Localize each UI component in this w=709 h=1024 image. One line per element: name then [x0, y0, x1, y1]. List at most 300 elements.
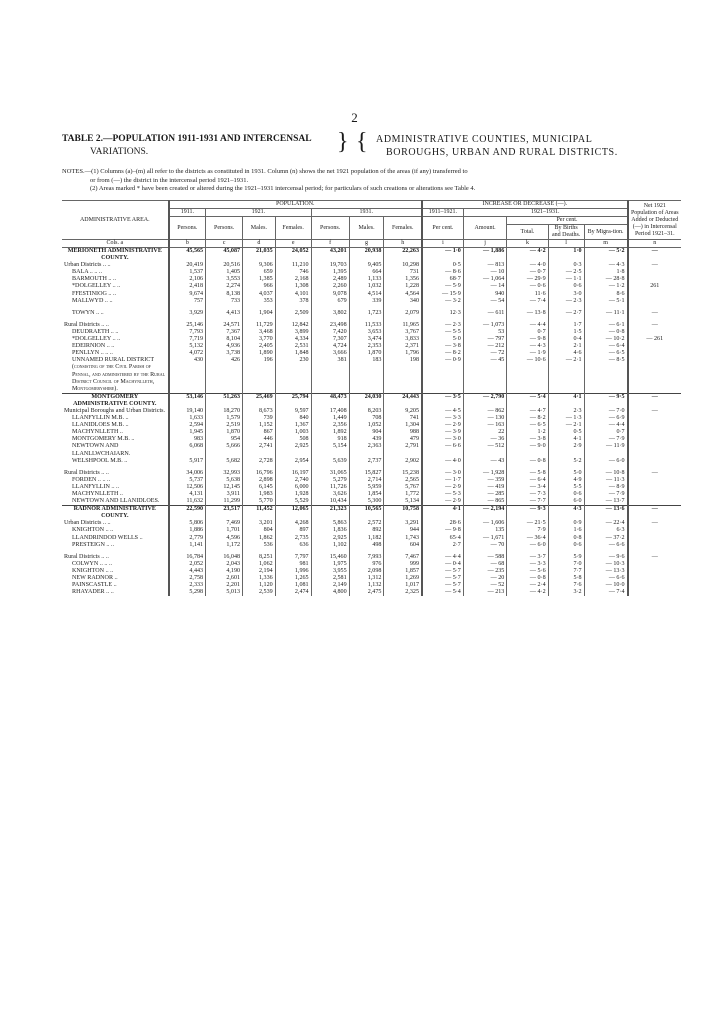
county-row — [62, 506, 681, 520]
cell-col-i: — 0·4 — [422, 561, 463, 568]
cell-col-m: 8·6 — [584, 291, 628, 298]
cell-col-k: — 0·6 — [507, 283, 548, 290]
range-1921-1931-header: 1921–1931. — [463, 209, 627, 217]
table-row — [62, 561, 681, 568]
cell-col-h: 3,833 — [384, 336, 422, 343]
cell-col-c: 5,013 — [206, 589, 243, 596]
cell-col-f: 2,925 — [311, 535, 349, 542]
cell-col-f: 2,356 — [311, 422, 349, 429]
cell-col-i: — 2·3 — [422, 322, 463, 329]
cell-col-f: 7,307 — [311, 336, 349, 343]
cell-col-m: — 10·2 — [584, 336, 628, 343]
cell-col-c: 4,596 — [206, 535, 243, 542]
cell-col-j: — 68 — [463, 561, 507, 568]
cell-col-c: 5,666 — [206, 443, 243, 457]
cell-col-d: 1,062 — [243, 561, 276, 568]
table-title — [62, 133, 312, 159]
cell-col-c: 32,993 — [206, 470, 243, 477]
cell-col-l: 0·6 — [548, 542, 584, 549]
cell-col-g: 1,854 — [349, 491, 384, 498]
cell-col-e: 378 — [275, 298, 311, 305]
cell-col-f: 3,955 — [311, 568, 349, 575]
cell-col-d: 1,983 — [243, 491, 276, 498]
cell-col-h: 9,205 — [384, 408, 422, 415]
cell-col-f: 3,666 — [311, 350, 349, 357]
cell-col-g: 2,572 — [349, 520, 384, 527]
area-name: MONTGOMERY M.B. .. — [62, 436, 169, 443]
cell-col-k: — 5·8 — [507, 470, 548, 477]
males-1921-header: Males. — [243, 217, 276, 240]
cell-col-j: — 235 — [463, 568, 507, 575]
cell-col-b: 2,758 — [169, 575, 206, 582]
cell-col-k: — 4·2 — [507, 248, 548, 263]
cell-col-f: 381 — [311, 357, 349, 393]
area-name: PRESTEIGN .. .. — [62, 542, 169, 549]
cell-col-k: — 3·8 — [507, 436, 548, 443]
cell-col-h: 604 — [384, 542, 422, 549]
cell-col-h: 10,298 — [384, 262, 422, 269]
cell-col-b: 9,674 — [169, 291, 206, 298]
cell-col-c: 733 — [206, 298, 243, 305]
cell-col-c: 4,190 — [206, 568, 243, 575]
table-body — [62, 248, 681, 597]
cell-col-m: — 6·9 — [584, 415, 628, 422]
cell-col-g: 1,052 — [349, 422, 384, 429]
table-row — [62, 283, 681, 290]
cell-col-m: — 7·9 — [584, 491, 628, 498]
area-name: NEW RADNOR .. — [62, 575, 169, 582]
cell-col-c: 2,274 — [206, 283, 243, 290]
cell-col-d: 2,539 — [243, 589, 276, 596]
table-row — [62, 477, 681, 484]
cell-col-h: 10,758 — [384, 506, 422, 520]
cell-col-j: — 14 — [463, 283, 507, 290]
cell-col-d: 739 — [243, 415, 276, 422]
cell-col-i: — 5·7 — [422, 575, 463, 582]
cell-col-n — [628, 298, 681, 305]
cell-col-e: 12,065 — [275, 506, 311, 520]
table-row — [62, 422, 681, 429]
cell-col-b: 430 — [169, 357, 206, 393]
cell-col-j: — 72 — [463, 350, 507, 357]
notes — [62, 168, 682, 194]
cell-col-d: 1,120 — [243, 582, 276, 589]
cell-col-e: 1,265 — [275, 575, 311, 582]
cell-col-n — [628, 422, 681, 429]
cell-col-n — [628, 589, 681, 596]
cell-col-k: — 7·3 — [507, 491, 548, 498]
cell-col-j: — 20 — [463, 575, 507, 582]
cell-col-c: 51,263 — [206, 394, 243, 408]
area-name: DEUDRAETH .. .. — [62, 329, 169, 336]
table-row — [62, 527, 681, 534]
cell-col-b: 1,633 — [169, 415, 206, 422]
cell-col-h: 2,902 — [384, 458, 422, 465]
cell-col-l: 5·8 — [548, 575, 584, 582]
cell-col-m: — 11·1 — [584, 310, 628, 317]
cell-col-n: — — [651, 407, 658, 414]
table-row — [62, 269, 681, 276]
cell-col-g: 1,182 — [349, 535, 384, 542]
cell-col-n — [628, 491, 681, 498]
table-row — [62, 484, 681, 491]
cell-col-i: — 3·9 — [422, 429, 463, 436]
cell-col-b: 2,779 — [169, 535, 206, 542]
cell-col-j: — 1,671 — [463, 535, 507, 542]
cell-col-i: — 2·9 — [422, 422, 463, 429]
cell-col-f: 2,149 — [311, 582, 349, 589]
cell-col-k: — 0·8 — [507, 458, 548, 465]
cell-col-e: 897 — [275, 527, 311, 534]
left-brace: { — [356, 129, 368, 155]
cell-col-d: 8,251 — [243, 554, 276, 561]
cell-col-i: — 0·9 — [422, 357, 463, 393]
cell-col-e: 508 — [275, 436, 311, 443]
cell-col-m: — 0·8 — [584, 329, 628, 336]
cell-col-i: — 1·0 — [422, 248, 463, 263]
cell-col-f: 23,498 — [311, 322, 349, 329]
cell-col-l: 7·0 — [548, 561, 584, 568]
cell-col-e: 12,842 — [275, 322, 311, 329]
cell-col-n: — — [651, 309, 658, 316]
cell-col-e: 1,928 — [275, 491, 311, 498]
cell-col-i: — 2·9 — [422, 498, 463, 506]
cell-col-j: — 54 — [463, 298, 507, 305]
cell-col-l: — 2·3 — [548, 298, 584, 305]
cell-col-d: 966 — [243, 283, 276, 290]
cell-col-c: 2,519 — [206, 422, 243, 429]
area-name: LLANDRINDOD WELLS .. — [62, 535, 169, 542]
cell-col-e: 1,081 — [275, 582, 311, 589]
cell-col-f: 43,201 — [311, 248, 349, 263]
cell-col-b: 45,565 — [169, 248, 206, 263]
cell-col-e: 2,168 — [275, 276, 311, 283]
cell-col-k: — 3·3 — [507, 561, 548, 568]
cell-col-f: 5,154 — [311, 443, 349, 457]
cell-col-f: 4,724 — [311, 343, 349, 350]
cell-col-g: 2,363 — [349, 443, 384, 457]
area-name: FFESTINIOG .. .. — [62, 291, 169, 298]
cell-col-h: 7,467 — [384, 554, 422, 561]
cell-col-g: 1,133 — [349, 276, 384, 283]
cell-col-l: 0·9 — [548, 520, 584, 527]
cell-col-j: — 1,928 — [463, 470, 507, 477]
cell-col-k: — 4·0 — [507, 262, 548, 269]
cell-col-g: 10,565 — [349, 506, 384, 520]
cell-col-e: 9,597 — [275, 408, 311, 415]
area-name: LLANFYLLIN M.B. .. — [62, 415, 169, 422]
cell-col-l: 0·5 — [548, 429, 584, 436]
cell-col-d: 3,201 — [243, 520, 276, 527]
cell-col-i: — 4·5 — [422, 408, 463, 415]
cell-col-e: 5,529 — [275, 498, 311, 506]
area-name: NEWTOWN AND LLANLLWCHAIARN. — [62, 443, 169, 457]
cell-col-d: 2,194 — [243, 568, 276, 575]
cell-col-i: — 5·4 — [422, 589, 463, 596]
table-row — [62, 276, 681, 283]
cell-col-h: 1,304 — [384, 422, 422, 429]
cell-col-h: 1,772 — [384, 491, 422, 498]
cell-col-b: 1,945 — [169, 429, 206, 436]
cell-col-e: 4,268 — [275, 520, 311, 527]
district-group-row — [62, 322, 681, 329]
col-letter-m: m — [584, 240, 628, 248]
area-name: PENLLYN .. .. .. — [62, 350, 169, 357]
cell-col-m: — 4·3 — [584, 262, 628, 269]
cell-col-k: 1·2 — [507, 429, 548, 436]
cell-col-h: 3,767 — [384, 329, 422, 336]
cell-col-f: 1,102 — [311, 542, 349, 549]
cell-col-l: 1·5 — [548, 329, 584, 336]
cell-col-b: 7,793 — [169, 329, 206, 336]
cell-col-m: — 6·6 — [584, 575, 628, 582]
cell-col-k: — 6·5 — [507, 422, 548, 429]
cell-col-d: 196 — [243, 357, 276, 393]
col-letter-j: j — [463, 240, 507, 248]
cell-col-l: 4·9 — [548, 477, 584, 484]
cell-col-k: — 6·0 — [507, 542, 548, 549]
cell-col-e: 2,509 — [275, 310, 311, 317]
table-row — [62, 291, 681, 298]
cell-col-j: — 419 — [463, 484, 507, 491]
cell-col-l: 0·3 — [548, 262, 584, 269]
cell-col-f: 2,489 — [311, 276, 349, 283]
cell-col-m: — 13·3 — [584, 568, 628, 575]
cell-col-k: — 8·2 — [507, 415, 548, 422]
cell-col-f: 19,703 — [311, 262, 349, 269]
cell-col-k: 11·6 — [507, 291, 548, 298]
area-name: BARMOUTH .. .. — [62, 276, 169, 283]
cell-col-j: — 797 — [463, 336, 507, 343]
cell-col-n — [628, 415, 681, 422]
cell-col-l: 5·5 — [548, 484, 584, 491]
cell-col-h: 479 — [384, 436, 422, 443]
cell-col-k: 0·7 — [507, 329, 548, 336]
cell-col-c: 24,571 — [206, 322, 243, 329]
cell-col-l: 7·6 — [548, 582, 584, 589]
cell-col-h: 731 — [384, 269, 422, 276]
cell-col-g: 8,203 — [349, 408, 384, 415]
cell-col-f: 5,279 — [311, 477, 349, 484]
cell-col-i: — 5·5 — [422, 329, 463, 336]
cell-col-h: 2,325 — [384, 589, 422, 596]
cell-col-n: — — [651, 393, 658, 400]
cell-col-f: 15,460 — [311, 554, 349, 561]
cell-col-n: — — [651, 469, 658, 476]
cell-col-g: 5,959 — [349, 484, 384, 491]
cell-col-d: 25,469 — [243, 394, 276, 408]
cell-col-b: 19,140 — [169, 408, 206, 415]
cell-col-i: — 5·9 — [422, 283, 463, 290]
cell-col-i: 0·5 — [422, 262, 463, 269]
cell-col-j: — 45 — [463, 357, 507, 393]
cell-col-j: 53 — [463, 329, 507, 336]
cell-col-b: 2,418 — [169, 283, 206, 290]
cell-col-d: 659 — [243, 269, 276, 276]
cell-col-b: 3,929 — [169, 310, 206, 317]
cell-col-b: 25,146 — [169, 322, 206, 329]
cell-col-f: 5,639 — [311, 458, 349, 465]
cell-col-l: 5·2 — [548, 458, 584, 465]
cell-col-c: 2,201 — [206, 582, 243, 589]
cell-col-m: — 7·4 — [584, 589, 628, 596]
area-name: Rural Districts .. .. — [62, 322, 169, 329]
col-letter-l: l — [548, 240, 584, 248]
table-row — [62, 350, 681, 357]
cell-col-m: — 7·0 — [584, 408, 628, 415]
area-name: RADNOR ADMINISTRATIVE COUNTY. — [62, 506, 169, 520]
cell-col-l: — 2·1 — [548, 422, 584, 429]
migration-header: By Migra-tion. — [584, 225, 628, 240]
cell-col-g: 15,827 — [349, 470, 384, 477]
cell-col-l: 0·8 — [548, 535, 584, 542]
cell-col-d: 3,770 — [243, 336, 276, 343]
table-row — [62, 491, 681, 498]
cell-col-b: 11,632 — [169, 498, 206, 506]
cell-col-e: 6,000 — [275, 484, 311, 491]
area-name: Municipal Boroughs and Urban Districts. — [62, 408, 169, 415]
cell-col-j: — 285 — [463, 491, 507, 498]
cell-col-k: — 0·8 — [507, 575, 548, 582]
cell-col-n — [628, 429, 681, 436]
cell-col-d: 446 — [243, 436, 276, 443]
cell-col-e: 25,794 — [275, 394, 311, 408]
cell-col-k: — 4·2 — [507, 589, 548, 596]
table-row — [62, 429, 681, 436]
cell-col-i: — 5·3 — [422, 491, 463, 498]
table-row — [62, 336, 681, 343]
females-1931-header: Females. — [384, 217, 422, 240]
cell-col-d: 3,468 — [243, 329, 276, 336]
per-cent-header: Per cent. — [422, 217, 463, 240]
cell-col-j: — 1,073 — [463, 322, 507, 329]
cell-col-m: — 11·3 — [584, 477, 628, 484]
cell-col-m: — 7·9 — [584, 436, 628, 443]
cell-col-n — [628, 350, 681, 357]
area-name: *DOLGELLEY .. .. — [62, 283, 169, 290]
note-1: NOTES.—(1) Columns (a)–(m) all refer to the districts as constituted in 1931. Column (n) shows the net 1921 population of the areas (if any) transferred to — [62, 168, 468, 175]
cell-col-n: 261 — [650, 283, 660, 290]
cell-col-c: 4,936 — [206, 343, 243, 350]
cell-col-f: 7,420 — [311, 329, 349, 336]
district-group-row — [62, 520, 681, 527]
cell-col-m: — 37·2 — [584, 535, 628, 542]
cell-col-b: 34,006 — [169, 470, 206, 477]
cell-col-b: 1,537 — [169, 269, 206, 276]
cell-col-g: 2,714 — [349, 477, 384, 484]
cell-col-g: 2,475 — [349, 589, 384, 596]
cell-col-n: — — [651, 321, 658, 328]
cell-col-m: 1·8 — [584, 269, 628, 276]
cell-col-l: 1·6 — [548, 527, 584, 534]
cell-col-n — [628, 458, 681, 465]
cell-col-i: 12·3 — [422, 310, 463, 317]
cell-col-e: 2,740 — [275, 477, 311, 484]
cell-col-h: 5,767 — [384, 484, 422, 491]
cell-col-i: 5·0 — [422, 336, 463, 343]
cell-col-l: 1·0 — [548, 248, 584, 263]
table-row — [62, 589, 681, 596]
cell-col-g: 976 — [349, 561, 384, 568]
table-row — [62, 498, 681, 506]
cell-col-c: 18,270 — [206, 408, 243, 415]
cell-col-l: — 2·5 — [548, 269, 584, 276]
cell-col-e: 840 — [275, 415, 311, 422]
cell-col-h: 1,743 — [384, 535, 422, 542]
table-subject-line-1: ADMINISTRATIVE COUNTIES, MUNICIPAL — [376, 134, 593, 145]
cell-col-j: — 1,064 — [463, 276, 507, 283]
cell-col-m: 0·7 — [584, 429, 628, 436]
cell-col-h: 1,228 — [384, 283, 422, 290]
table-row — [62, 568, 681, 575]
cell-col-i: — 4·4 — [422, 554, 463, 561]
col-letter-c: c — [206, 240, 243, 248]
cell-col-n — [628, 477, 681, 484]
cell-col-i: — 1·7 — [422, 477, 463, 484]
page-number: 2 — [351, 110, 358, 125]
cell-col-i: — 3·0 — [422, 436, 463, 443]
cell-col-e: 24,052 — [275, 248, 311, 263]
cell-col-n — [628, 568, 681, 575]
year-1931-header: 1931. — [311, 209, 422, 217]
cell-col-d: 804 — [243, 527, 276, 534]
cell-col-m: — 9·5 — [584, 394, 628, 408]
table-title-line-2: VARIATIONS. — [90, 147, 149, 157]
cell-col-m: — 8·5 — [584, 357, 628, 393]
cell-col-b: 2,333 — [169, 582, 206, 589]
cell-col-i: — 2·9 — [422, 484, 463, 491]
cell-col-c: 954 — [206, 436, 243, 443]
cell-col-f: 1,449 — [311, 415, 349, 422]
cell-col-c: 16,048 — [206, 554, 243, 561]
cell-col-b: 12,506 — [169, 484, 206, 491]
cell-col-m: — 28·8 — [584, 276, 628, 283]
cell-col-k: — 10·6 — [507, 357, 548, 393]
area-name: COLWYN .. .. .. — [62, 561, 169, 568]
cell-col-c: 45,087 — [206, 248, 243, 263]
cell-col-b: 4,131 — [169, 491, 206, 498]
cell-col-l: 4·1 — [548, 436, 584, 443]
cell-col-m: — 13·7 — [584, 498, 628, 506]
total-header: Total. — [507, 225, 548, 240]
cell-col-n — [628, 575, 681, 582]
cell-col-i: — 3·0 — [422, 470, 463, 477]
cell-col-g: 3,474 — [349, 336, 384, 343]
cell-col-h: 999 — [384, 561, 422, 568]
cell-col-m: — 4·4 — [584, 422, 628, 429]
cell-col-d: 1,890 — [243, 350, 276, 357]
cell-col-g: 904 — [349, 429, 384, 436]
cell-col-h: 1,356 — [384, 276, 422, 283]
cell-col-b: 4,443 — [169, 568, 206, 575]
males-1931-header: Males. — [349, 217, 384, 240]
cell-col-d: 11,452 — [243, 506, 276, 520]
cell-col-c: 1,405 — [206, 269, 243, 276]
cell-col-m: — 13·6 — [584, 506, 628, 520]
cell-col-f: 3,626 — [311, 491, 349, 498]
cell-col-e: 1,996 — [275, 568, 311, 575]
cell-col-n — [628, 561, 681, 568]
cell-col-c: 3,911 — [206, 491, 243, 498]
area-name: PAINSCASTLE .. — [62, 582, 169, 589]
cell-col-k: — 9·3 — [507, 506, 548, 520]
cell-col-l: 4·6 — [548, 350, 584, 357]
cell-col-j: 22 — [463, 429, 507, 436]
cell-col-j: — 862 — [463, 408, 507, 415]
cell-col-j: — 70 — [463, 542, 507, 549]
area-name: Rural Districts .. .. — [62, 554, 169, 561]
cell-col-h: 1,269 — [384, 575, 422, 582]
